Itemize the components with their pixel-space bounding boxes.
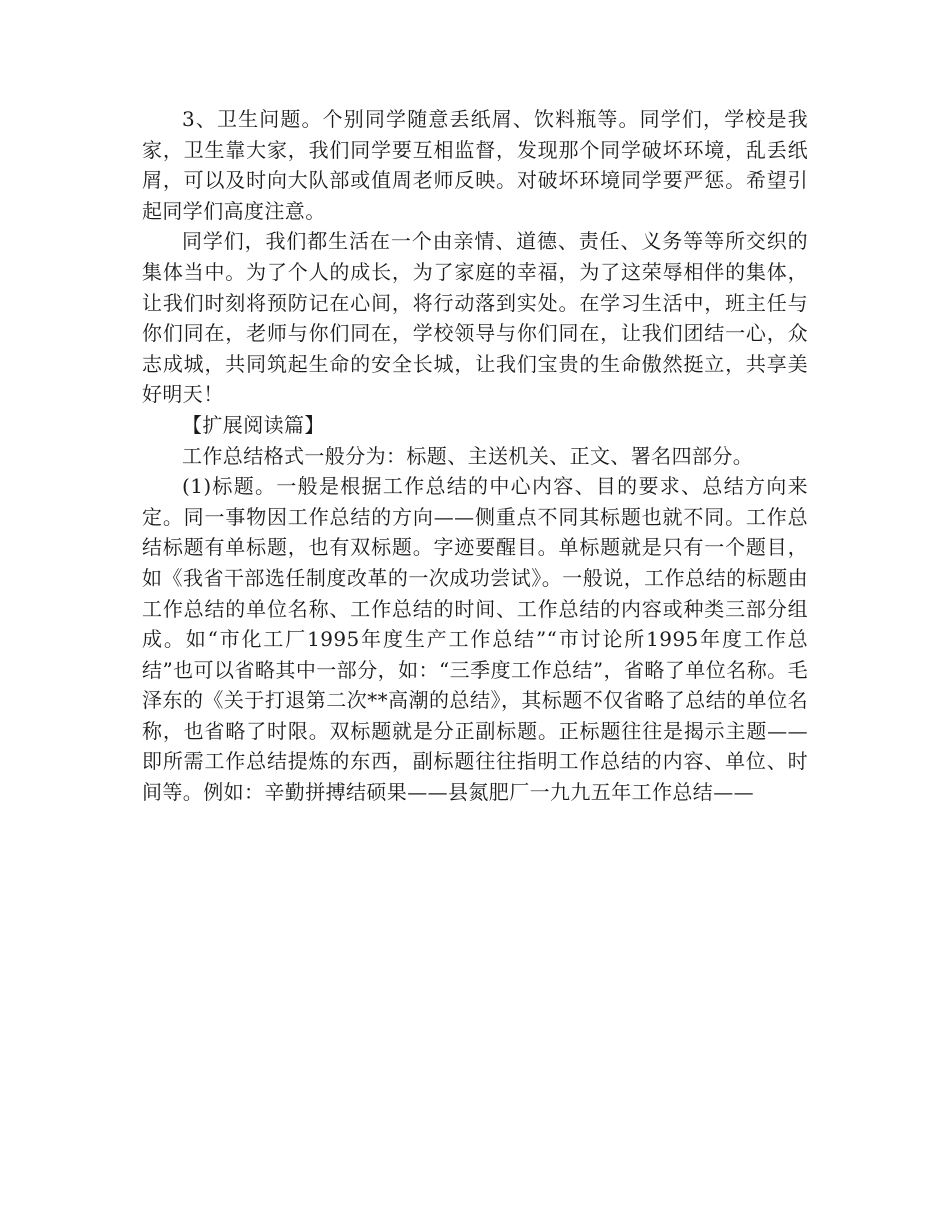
paragraph-closing-appeal: 同学们，我们都生活在一个由亲情、道德、责任、义务等等所交织的集体当中。为了个人的成长，为了家庭的幸福，为了这荣辱相伴的集体，让我们时刻将预防记在心间，将行动落到实处。在学习生活中，班主任与你们同在，老师与你们同在，学校领导与你们同在，让我们团结一心，众志成城，共同筑起生命的安全长城，让我们宝贵的生命傲然挺立，共享美好明天！ [142,229,808,407]
paragraph-summary-format: 工作总结格式一般分为：标题、主送机关、正文、署名四部分。 [182,443,754,468]
section-heading-extended-reading: 【扩展阅读篇】 [182,412,325,437]
document-body [142,104,808,808]
paragraph-title-rules: (1)标题。一般是根据工作总结的中心内容、目的要求、总结方向来定。同一事物因工作总结的方向——侧重点不同其标题也就不同。工作总结标题有单标题，也有双标题。字迹要醒目。单标题就是只有一个题目，如《我省干部选任制度改革的一次成功尝试》。一般说，工作总结的标题由工作总结的单位名称、工作总结的时间、工作总结的内容或种类三部分组成。如“市化工厂1995年度生产工作总结”“市讨论所1995年度工作总结”也可以省略其中一部分，如：“三季度工作总结”，省略了单位名称。毛泽东的《关于打退第二次**高潮的总结》，其标题不仅省略了总结的单位名称，也省略了时限。双标题就是分正副标题。正标题往往是揭示主题——即所需工作总结提炼的东西，副标题往往指明工作总结的内容、单位、时间等。例如：辛勤拼搏结硕果——县氮肥厂一九九五年工作总结—— [142,474,808,805]
paragraph-hygiene-issue: 3、卫生问题。个别同学随意丢纸屑、饮料瓶等。同学们，学校是我家，卫生靠大家，我们同学要互相监督，发现那个同学破坏环境，乱丢纸屑，可以及时向大队部或值周老师反映。对破坏环境同学要严惩。希望引起同学们高度注意。 [142,107,808,223]
